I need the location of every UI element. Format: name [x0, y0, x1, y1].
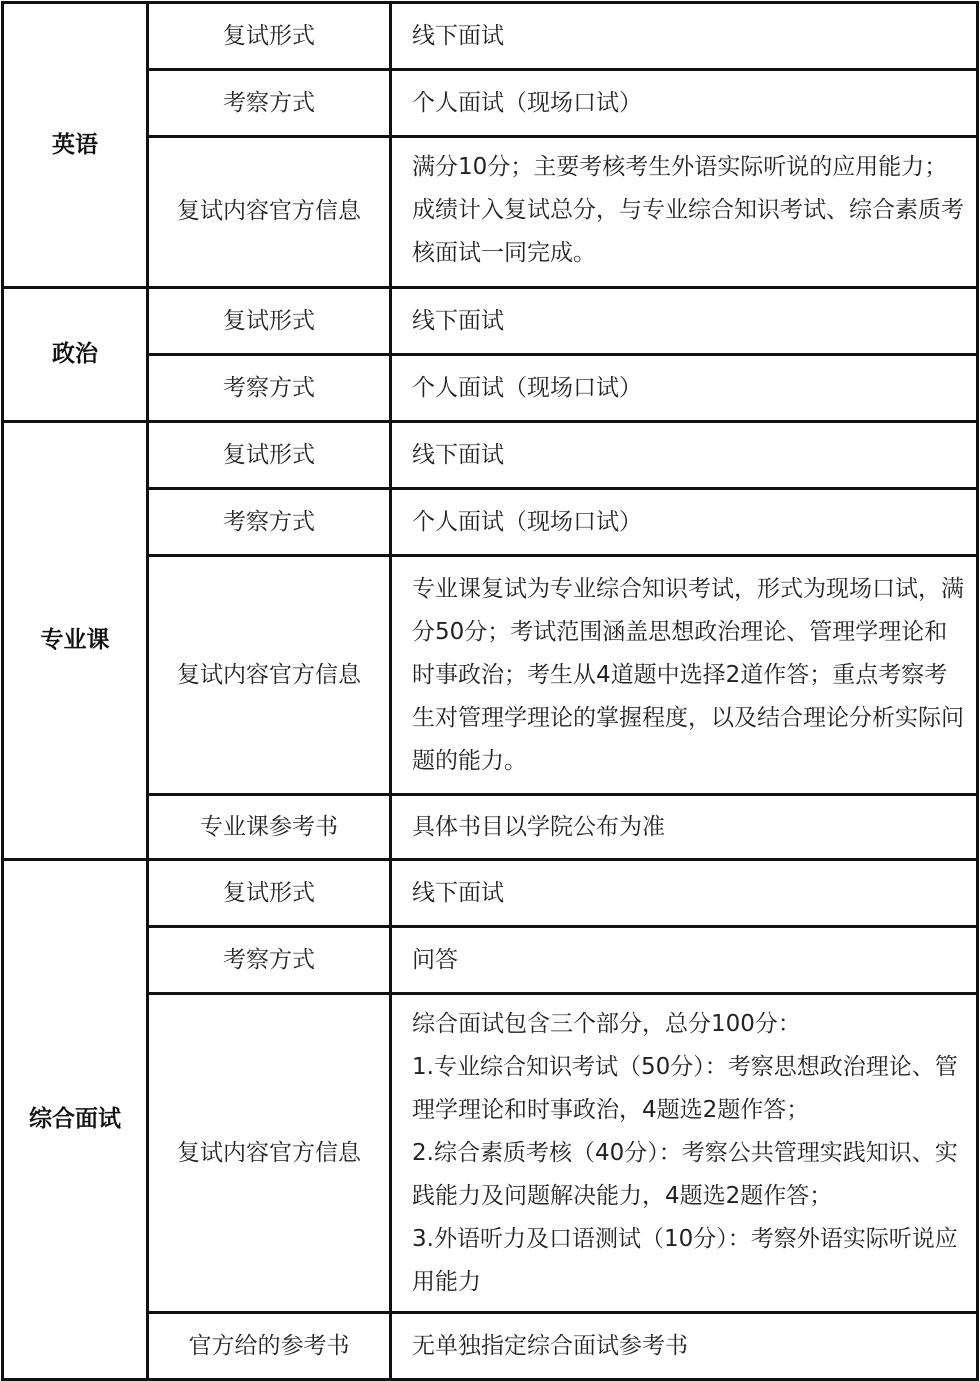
subject-english: 英语: [3, 3, 148, 288]
table-row: [3, 422, 978, 489]
row-label: 考察方式: [148, 489, 391, 556]
row-label: 复试形式: [148, 422, 391, 489]
row-label: 复试内容官方信息: [148, 994, 391, 1313]
table-row: [3, 70, 978, 137]
table-row: [3, 994, 978, 1313]
row-label: 复试内容官方信息: [148, 556, 391, 795]
subject-comprehensive-interview: 综合面试: [3, 860, 148, 1380]
row-value: 个人面试（现场口试）: [391, 355, 978, 422]
subject-politics: 政治: [3, 288, 148, 422]
row-label: 复试形式: [148, 860, 391, 927]
row-value: 具体书目以学院公布为准: [391, 795, 978, 860]
table-row: [3, 556, 978, 795]
row-value: 无单独指定综合面试参考书: [391, 1313, 978, 1380]
table-row: [3, 927, 978, 994]
table-row: [3, 137, 978, 288]
row-value: 线下面试: [391, 422, 978, 489]
retest-info-table: [1, 1, 979, 1381]
row-value: 个人面试（现场口试）: [391, 70, 978, 137]
value-line: 2.综合素质考核（40分）：考察公共管理实践知识、实践能力及问题解决能力，4题选2题作答；: [412, 1139, 958, 1209]
row-value: 个人面试（现场口试）: [391, 489, 978, 556]
row-label: 考察方式: [148, 927, 391, 994]
table-row: [3, 3, 978, 70]
row-label: 官方给的参考书: [148, 1313, 391, 1380]
row-label: 复试内容官方信息: [148, 137, 391, 288]
row-label: 专业课参考书: [148, 795, 391, 860]
value-line: 3.外语听力及口语测试（10分）：考察外语实际听说应用能力: [412, 1225, 958, 1295]
row-value: [391, 994, 978, 1313]
value-line: 1.专业综合知识考试（50分）：考察思想政治理论、管理学理论和时事政治，4题选2题作答；: [412, 1053, 958, 1123]
row-label: 复试形式: [148, 3, 391, 70]
table-row: [3, 795, 978, 860]
value-line: 综合面试包含三个部分，总分100分：: [412, 1010, 801, 1037]
row-label: 考察方式: [148, 70, 391, 137]
row-value: 专业课复试为专业综合知识考试，形式为现场口试，满分50分；考试范围涵盖思想政治理论、管理学理论和时事政治；考生从4道题中选择2道作答；重点考察考生对管理学理论的掌握程度，以及结合理论分析实际问题的能力。: [391, 556, 978, 795]
table-row: [3, 355, 978, 422]
table-row: [3, 1313, 978, 1380]
row-value: 线下面试: [391, 3, 978, 70]
row-value: 线下面试: [391, 288, 978, 355]
row-value: 线下面试: [391, 860, 978, 927]
row-value: 问答: [391, 927, 978, 994]
row-value: 满分10分；主要考核考生外语实际听说的应用能力；成绩计入复试总分，与专业综合知识考试、综合素质考核面试一同完成。: [391, 137, 978, 288]
table-row: [3, 288, 978, 355]
row-label: 考察方式: [148, 355, 391, 422]
table-row: [3, 860, 978, 927]
subject-major: 专业课: [3, 422, 148, 860]
row-label: 复试形式: [148, 288, 391, 355]
table-row: [3, 489, 978, 556]
